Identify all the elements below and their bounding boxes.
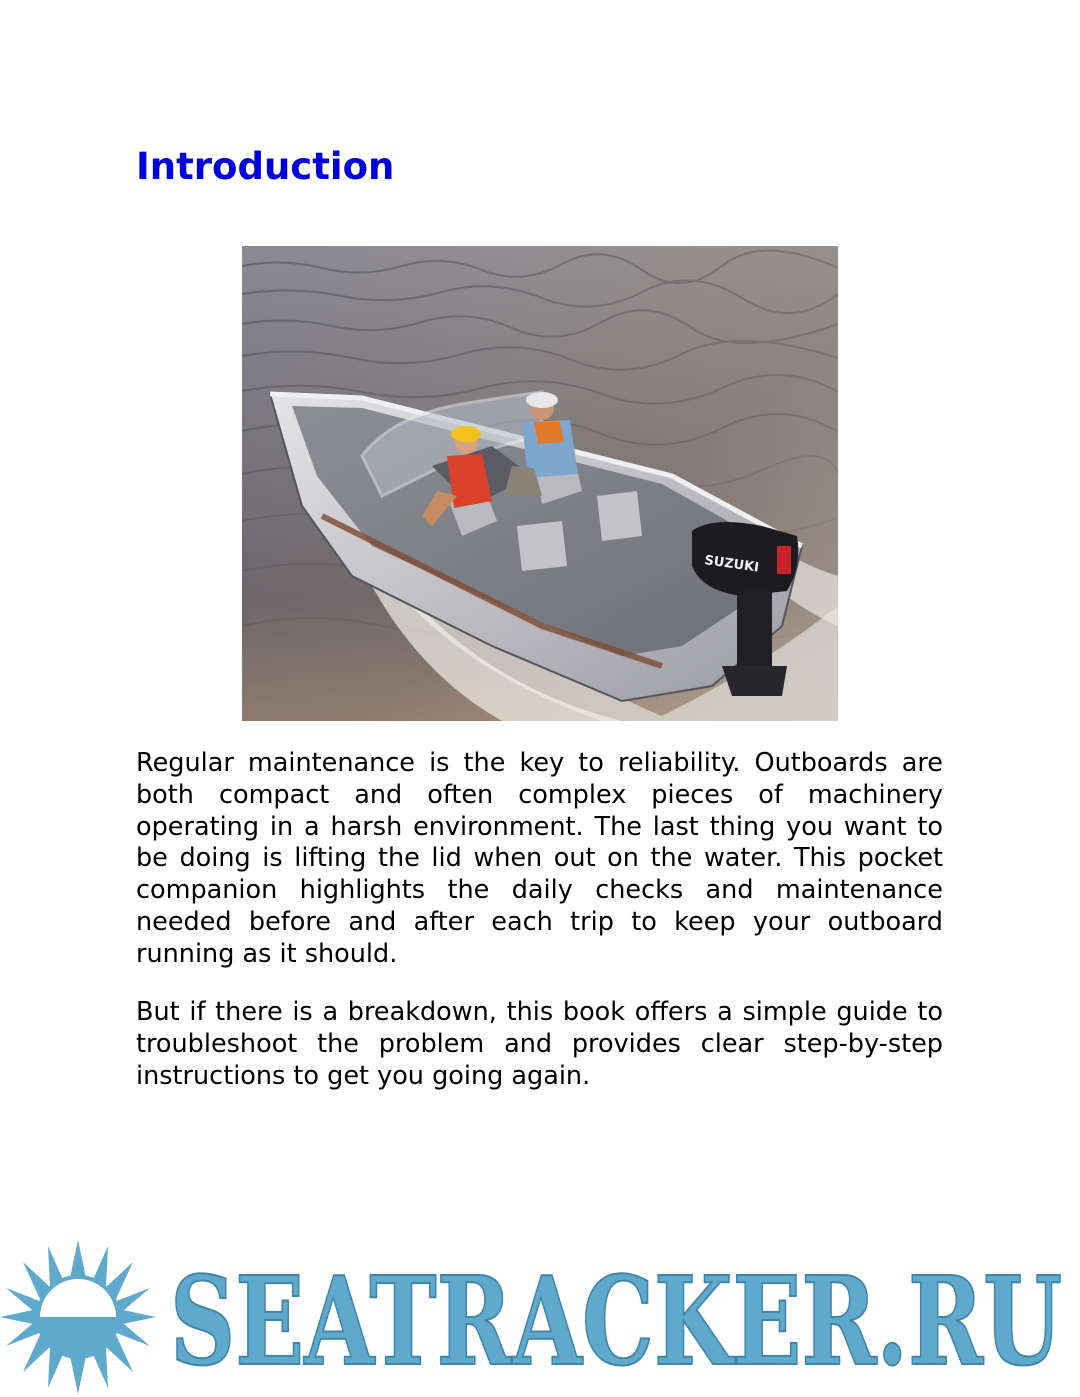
page-title: Introduction <box>136 145 395 188</box>
watermark-text: SEATRACKER.RU <box>170 1249 1062 1393</box>
motor-brand-text: SUZUKI <box>703 553 760 576</box>
intro-paragraph-2: But if there is a breakdown, this book offers a simple guide to troubleshoot the problem and provides clear step-by-step instructions to get you going again. <box>136 997 943 1091</box>
watermark <box>0 1238 1080 1397</box>
sun-icon <box>0 1240 156 1394</box>
intro-paragraph-1: Regular maintenance is the key to reliability. Outboards are both compact and often complex pieces of machinery operating in a harsh environment. The last thing you want to be doing is lifting the lid when out on the water. This pocket companion highlights the daily checks and maintenance needed before and after each trip to keep your outboard running as it should. <box>136 748 943 969</box>
boat-photo <box>242 246 838 721</box>
